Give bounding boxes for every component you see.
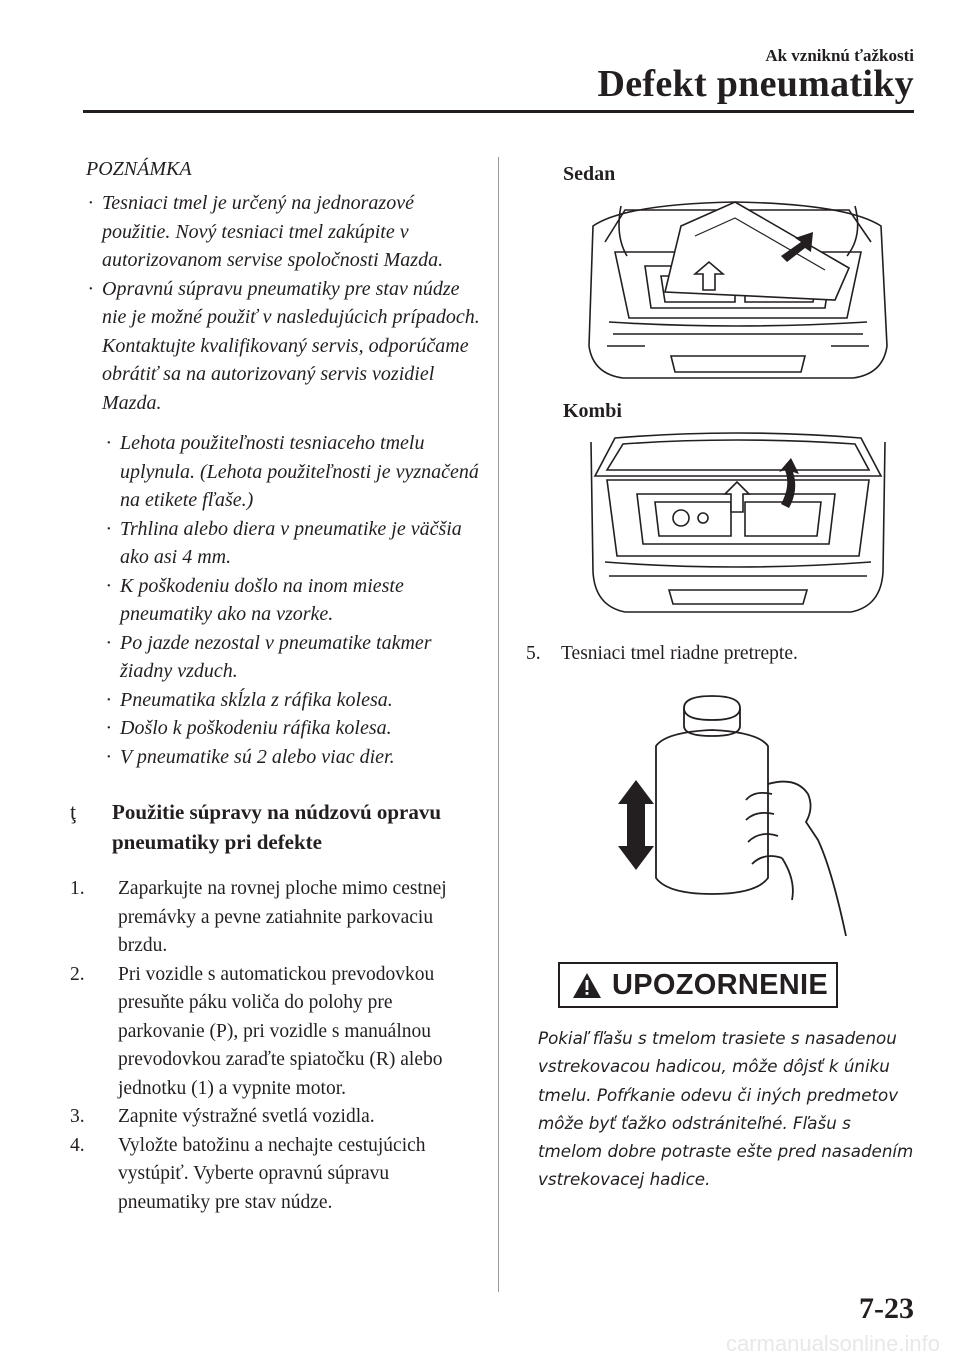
- warning-triangle-icon: [572, 972, 602, 999]
- chapter-label: Ak vzniknú ťažkosti: [765, 46, 914, 65]
- note-case: · Trhlina alebo diera v pneumatike je väčšia ako asi 4 mm.: [70, 515, 482, 572]
- section-heading: [70, 797, 482, 857]
- note-case: · Lehota použiteľnosti tesniaceho tmelu uplynula. (Lehota použiteľnosti je vyznačená na etikete fľaše.): [70, 429, 482, 515]
- note-case: · K poškodeniu došlo na inom mieste pneumatiky ako na vzorke.: [70, 572, 482, 629]
- caution-text: Pokiaľ fľašu s tmelom trasiete s nasadenou vstrekovacou hadicou, môže dôjsť k úniku tmelu. Pofŕkanie odevu či iných predmetov môže byť ťažko odstrániteľné. Fľašu s tmelom dobre potraste ešte pred nasadením vstrekovacej hadice.: [538, 1028, 914, 1190]
- shake-bottle-illustration: [596, 690, 866, 940]
- section-marker: ţ: [70, 799, 77, 824]
- page-number: 7-23: [859, 1292, 914, 1325]
- step-item: [70, 875, 482, 961]
- steps-list: [70, 875, 482, 1217]
- caution-box: [558, 962, 838, 1008]
- step-number: 3.: [70, 1106, 85, 1127]
- step-number: 4.: [70, 1134, 85, 1156]
- step-text: Pri vozidle s automatickou prevodovkou presuňte páku voliča do polohy pre parkovanie (P), pri vozidle s manuálnou prevodovkou zaraďte spiatočku (R) alebo jednotku (1) a vypnite motor.: [118, 963, 443, 1099]
- step-number: 2.: [70, 963, 85, 985]
- site-watermark: carmanualsonline.info: [725, 1331, 940, 1356]
- section-title: Použitie súpravy na núdzovú opravu pneumatiky pri defekte: [112, 800, 442, 854]
- sedan-label: Sedan: [563, 163, 616, 185]
- note-case: · Došlo k poškodeniu ráfika kolesa.: [70, 714, 482, 743]
- caution-label: UPOZORNENIE: [612, 968, 828, 1001]
- kombi-trunk-illustration: [585, 432, 890, 620]
- left-column: [70, 158, 482, 1217]
- step-text: Zaparkujte na rovnej ploche mimo cestnej premávky a pevne zatiahnite parkovaciu brzdu.: [118, 878, 447, 956]
- note-case: · Pneumatika skĺzla z ráfika kolesa.: [70, 686, 482, 715]
- note-case: · Po jazde nezostal v pneumatike takmer žiadny vzduch.: [70, 629, 482, 686]
- step-number: 5.: [526, 643, 541, 664]
- header-rule: [83, 110, 914, 113]
- step-text: Zapnite výstražné svetlá vozidla.: [118, 1106, 375, 1127]
- step-text: Tesniaci tmel riadne pretrepte.: [561, 643, 798, 664]
- column-divider: [498, 157, 499, 1292]
- step-item: [526, 640, 906, 669]
- step-item: [70, 1132, 482, 1218]
- step-number: 1.: [70, 878, 85, 899]
- note-title: POZNÁMKA: [86, 158, 192, 180]
- step-item: [70, 961, 482, 1104]
- note-bullet: · Opravnú súpravu pneumatiky pre stav núdze nie je možné použiť v nasledujúcich prípadoch. Kontaktujte kvalifikovaný servis, odporúčame obrátiť sa na autorizovaný servis vozidiel Mazda.: [70, 275, 482, 418]
- page-title: Defekt pneumatiky: [597, 63, 914, 105]
- sedan-trunk-illustration: [585, 196, 890, 388]
- kombi-label: Kombi: [563, 400, 622, 422]
- step-item: [70, 1103, 482, 1132]
- note-bullet: · Tesniaci tmel je určený na jednorazové použitie. Nový tesniaci tmel zakúpite v autorizovanom servise spoločnosti Mazda.: [70, 189, 482, 275]
- step-text: Vyložte batožinu a nechajte cestujúcich vystúpiť. Vyberte opravnú súpravu pneumatiky pre stav núdze.: [118, 1134, 426, 1213]
- note-case: · V pneumatike sú 2 alebo viac dier.: [70, 743, 482, 772]
